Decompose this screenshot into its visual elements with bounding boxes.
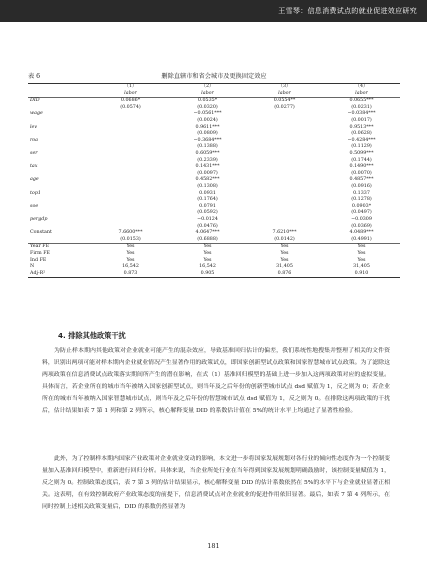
table-cell: (0.0070) [351,170,372,176]
table-cell [246,197,323,204]
table-cell: (0.1764) [197,197,218,203]
table-cell: −0.4284*** [347,137,376,143]
table-cell: 4.0489*** [349,230,374,236]
table-cell [92,118,169,125]
table-cell: 0.1431*** [195,164,220,170]
table-cell: −0.0124 [197,216,218,222]
table-cell: (0.6888) [197,236,218,242]
table-cell: (0.1308) [197,184,218,189]
table-cell [92,210,169,217]
body-paragraph-1: 为防止样本期内其他政策对企业就业可能产生的混杂效应，导致基准回归估计的偏差，我们系统性地搜集并整理了相关的文件资料，识别出两项可能对样本期内企业就业情况产生显著作用的政策试点，即国家创新型试点政策和国家智慧城市试点政策。为了滤除这两项政策在信息消费试点政策落实期间所产生的潜在影响，在式（1）基准回归模型的基础上进一步加入这两项政策对应的虚拟变量。具体而言，若企业所在的城市当年被纳入国家创新型试点，则当年及之后年份的创新型城市试点 dsd 赋值为 1，反之则为 0；若企业所在的城市当年被纳入国家智慧城市试点，则当年及之后年份的智慧城市试点 dsd 赋值为 1，反之则为 0。在排除这两项政策的干扰后，估计结果如表 7 第 1 列和第 2 列所示，核心解释变量 DID 的系数估计值在 5%的统计水平上均通过了显著性检验。 [42,348,390,414]
table-cell: Yes [92,244,169,251]
table-cell: (0.0231) [351,104,372,110]
se-row [28,144,400,151]
running-title: 王雪琴：信息消费试点的就业促进效应研究 [278,7,417,15]
row-label [28,210,92,217]
table-cell: 0.0903* [351,203,372,209]
table-cell [246,171,323,178]
table-cell: 0.1490*** [349,164,374,170]
row-label [28,237,92,244]
table-cell: (0.0809) [197,131,218,137]
se-row [28,184,400,191]
table-cell: −0.3684*** [193,137,222,143]
table-cell: (0.0142) [274,236,295,242]
table-cell: 0.873 [92,271,169,278]
row-label [28,84,92,91]
table-cell: （2） [169,84,246,91]
table-cell: (0.1388) [197,144,218,150]
coef-row [28,111,400,118]
row-label [28,171,92,178]
table-cell [246,204,323,211]
table-cell: 0.0931 [199,190,216,196]
table-cell [246,210,323,217]
table-number: 表 6 [28,73,41,80]
table-cell: Yes [280,257,289,263]
row-label: lev [30,124,38,130]
se-row [28,210,400,217]
row-label: DID [28,98,92,105]
table-cell [246,184,323,191]
fixed-effect-row [28,251,400,258]
table-cell: Yes [126,257,135,263]
table-cell: 0.5099*** [349,151,374,157]
table-cell: 0.0535* [169,98,246,105]
table-cell [92,191,169,198]
column-header-row [28,84,400,91]
table-cell: 16,542 [199,264,216,270]
section-heading: 4. 排除其他政策干扰 [58,331,126,340]
table-cell: (0.0592) [197,210,218,216]
table-cell: (0.1744) [351,157,372,163]
row-label: N [30,264,35,270]
table-cell: labor [201,90,214,96]
table-cell [246,118,323,125]
table-cell: Yes [280,250,289,256]
observations-row [28,264,400,271]
table-cell [246,144,323,151]
table-cell: (0.4991) [351,236,372,242]
table-cell [246,217,323,224]
table-cell: 0.876 [246,271,323,278]
table-cell [92,158,169,165]
fixed-effect-row [28,244,400,251]
table-cell [92,171,169,178]
table-cell: (0.0320) [197,104,218,110]
table-cell: 16,542 [122,264,139,270]
table-cell: 7.6600*** [118,230,143,236]
row-label: Firm FE [30,250,51,256]
table-cell: labor [278,90,291,96]
table-cell: Yes [169,244,246,251]
table-cell [92,204,169,211]
table-cell: (0.0097) [197,170,218,176]
row-label [28,105,92,112]
table-cell: (0.1129) [351,144,372,150]
se-row [28,131,400,138]
body-paragraph-2: 此外，为了控制样本期内国家产业政策对企业就业变动的影响，本文进一步将国家发展规划对各行业的倾向性态度作为一个控制变量加入基准回归模型中，重新进行回归分析。具体来说，当企业所处行业在当年得到国家发展规划明确鼓励时，该控制变量赋值为 1，反之则为 0。控制政策态度后，表 7 第 3 列的估计结果显示，核心解释变量 DID 的估计系数依然在 5%的水平下与企业就业显著正相关。这表明，在有效控制政府产业政策态度的前提下，信息消费试点对企业就业的促进作用依旧显著。最后，如表 7 第 4 列所示，在同时控制上述相关政策变量后，DID 的系数仍然显著为 [42,456,390,510]
table-cell: 7.6210*** [272,230,297,236]
page-number: 181 [207,542,220,550]
table-cell: 0.0655*** [323,98,400,105]
table-cell: 0.4857*** [349,177,374,183]
table-cell [92,111,169,118]
running-header [0,0,427,22]
row-label: age [30,177,39,183]
table-cell [246,164,323,171]
row-label: top1 [30,190,41,196]
table-cell: 0.4582*** [195,177,220,183]
table-cell [246,125,323,132]
table-cell: 0.0554** [246,98,323,105]
coef-row [28,217,400,224]
table-cell: 0.9513*** [349,124,374,130]
table-cell: (0.0017) [351,118,372,124]
table-cell: (0.0153) [120,236,141,242]
table-cell [92,144,169,151]
table-cell [92,131,169,138]
table-cell [92,138,169,145]
row-label [28,197,92,204]
table-cell: (0.0369) [351,223,372,229]
table-cell: （3） [246,84,323,91]
table-cell [92,184,169,191]
table-cell: 0.0686* [92,98,169,105]
row-label [28,118,92,125]
table-cell [92,151,169,158]
table-cell [246,138,323,145]
table-cell: Yes [126,250,135,256]
table-cell: Yes [323,244,400,251]
table-cell: (0.0024) [197,118,218,124]
table-cell [246,111,323,118]
table-cell: Yes [246,244,323,251]
table-cell [246,191,323,198]
table-cell: 0.0791 [199,203,216,209]
row-label: Constant [30,230,52,236]
table-cell [92,197,169,204]
table-cell: (0.0476) [197,223,218,229]
table-cell: (0.0277) [274,104,295,110]
table-cell: （4） [323,84,400,91]
row-label: tax [30,164,38,170]
table-cell: labor [124,90,137,96]
row-label: soe [30,203,39,209]
table-cell [92,125,169,132]
table-cell: labor [355,90,368,96]
adj-r2-row [28,271,400,278]
row-label: pergdp [30,216,48,222]
row-label: ser [30,151,38,157]
table-cell: 0.9611*** [195,124,220,130]
coef-row [28,230,400,237]
coef-row [28,98,400,105]
se-row [28,197,400,204]
table-cell: (0.2339) [197,157,218,163]
row-label: Year FE [28,244,92,251]
table-cell [246,177,323,184]
table-cell: 0.905 [169,271,246,278]
table-cell: (0.0628) [351,131,372,137]
table-cell: (0.0916) [351,184,372,189]
table-cell: 0.910 [323,271,400,278]
row-label [28,144,92,151]
table-cell: Yes [203,257,212,263]
table-cell [92,217,169,224]
table-cell: Yes [357,250,366,256]
row-label: Ind FE [30,257,47,263]
table-cell [246,158,323,165]
table-cell: （1） [92,84,169,91]
regression-table [28,83,400,278]
row-label: roa [30,137,39,143]
table-cell: −0.0384*** [347,111,376,117]
dependent-variable-row [28,91,400,98]
table-cell: −0.0561*** [193,111,222,117]
table-cell [246,131,323,138]
table-title: 删除直辖市和省会城市及更换固定效应 [161,73,267,80]
table-cell: 0.6059*** [195,151,220,157]
table-cell: Yes [203,250,212,256]
table-cell [92,177,169,184]
row-label [28,184,92,191]
se-row [28,118,400,125]
row-label: wage [30,111,43,117]
table-cell: 31,405 [276,264,293,270]
coef-row [28,177,400,184]
table-cell: 4.0647*** [195,230,220,236]
table-cell: (0.1278) [351,197,372,203]
table-cell: Yes [357,257,366,263]
table-cell [92,164,169,171]
table-cell [246,151,323,158]
table-cell: 31,405 [353,264,370,270]
se-row [28,237,400,244]
row-label: Adj-R² [28,271,92,278]
table-cell: −0.0309 [351,216,372,222]
row-label [28,91,92,98]
coef-row [28,164,400,171]
table-cell: 0.1337 [353,190,370,196]
coef-row [28,151,400,158]
table-cell: (0.0497) [351,210,372,216]
row-label [28,131,92,138]
table-cell: (0.0574) [120,104,141,110]
